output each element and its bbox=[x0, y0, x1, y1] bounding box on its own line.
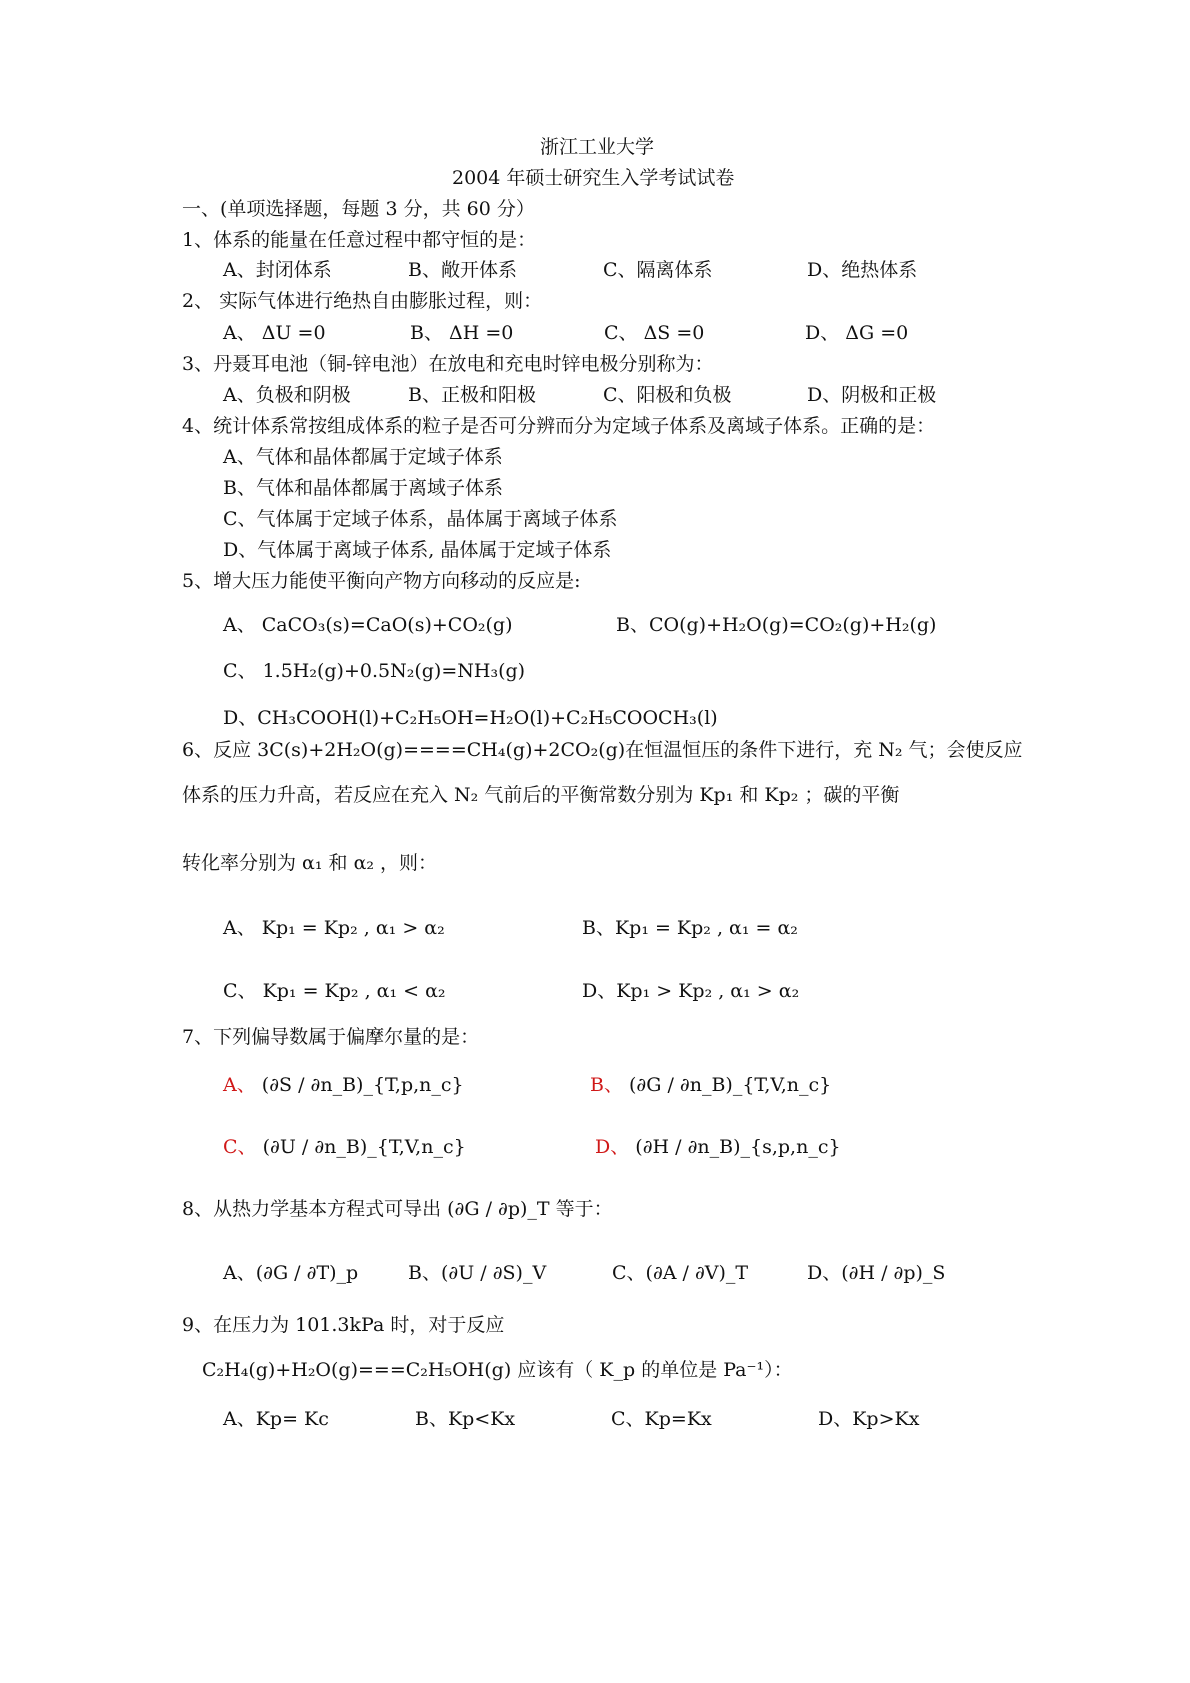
q1-option-c: C、隔离体系 bbox=[603, 259, 713, 281]
q9-option-b: B、Kp<Kx bbox=[415, 1408, 516, 1430]
q9-option-d: D、Kp>Kx bbox=[818, 1408, 920, 1430]
q7-option-a-expr: (∂S / ∂n_B)_{T,p,n_c} bbox=[261, 1074, 464, 1096]
q7-option-b bbox=[590, 1072, 831, 1098]
q7-option-b-expr: (∂G / ∂n_B)_{T,V,n_c} bbox=[629, 1074, 832, 1096]
q2-option-b: B、 ΔH =0 bbox=[410, 322, 514, 344]
q7-option-c-expr: (∂U / ∂n_B)_{T,V,n_c} bbox=[262, 1136, 466, 1158]
q8-option-d: D、(∂H / ∂p)_S bbox=[807, 1262, 946, 1284]
q4-option-d: D、气体属于离域子体系, 晶体属于定域子体系 bbox=[223, 539, 612, 561]
q6-option-d: D、Kp₁ > Kp₂ , α₁ > α₂ bbox=[582, 980, 800, 1002]
q6-stem-line1: 6、反应 3C(s)+2H₂O(g)====CH₄(g)+2CO₂(g)在恒温恒压的条件下进行，充 N₂ 气；会使反应 bbox=[182, 739, 1023, 761]
q7-option-a bbox=[223, 1072, 464, 1098]
q3-option-d: D、阴极和正极 bbox=[807, 384, 937, 406]
q5-option-d: D、CH₃COOH(l)+C₂H₅OH=H₂O(l)+C₂H₅COOCH₃(l) bbox=[223, 707, 718, 729]
school-title: 浙江工业大学 bbox=[540, 136, 655, 158]
q3-stem: 3、丹聂耳电池（铜-锌电池）在放电和充电时锌电极分别称为： bbox=[182, 353, 714, 375]
q5-option-b: B、CO(g)+H₂O(g)=CO₂(g)+H₂(g) bbox=[616, 614, 937, 636]
q1-option-a: A、封闭体系 bbox=[223, 259, 332, 281]
q3-option-c: C、阳极和负极 bbox=[603, 384, 732, 406]
q8-option-c: C、(∂A / ∂V)_T bbox=[612, 1262, 749, 1284]
q9-option-c: C、Kp=Kx bbox=[611, 1408, 712, 1430]
q7-option-d bbox=[595, 1134, 841, 1160]
q5-option-c: C、 1.5H₂(g)+0.5N₂(g)=NH₃(g) bbox=[223, 660, 526, 682]
q4-option-c: C、气体属于定域子体系，晶体属于离域子体系 bbox=[223, 508, 618, 530]
q9-stem-line2: C₂H₄(g)+H₂O(g)===C₂H₅OH(g) 应该有（ K_p 的单位是 Pa⁻¹）： bbox=[202, 1359, 793, 1381]
q7-option-a-label: A、 bbox=[223, 1074, 256, 1096]
q6-option-b: B、Kp₁ = Kp₂ , α₁ = α₂ bbox=[582, 917, 798, 939]
q4-option-a: A、气体和晶体都属于定域子体系 bbox=[223, 446, 503, 468]
q8-option-a: A、(∂G / ∂T)_p bbox=[223, 1262, 359, 1284]
q6-option-c: C、 Kp₁ = Kp₂ , α₁ < α₂ bbox=[223, 980, 446, 1002]
q2-option-d: D、 ΔG =0 bbox=[805, 322, 909, 344]
q7-stem: 7、下列偏导数属于偏摩尔量的是： bbox=[182, 1026, 480, 1048]
q5-option-a: A、 CaCO₃(s)=CaO(s)+CO₂(g) bbox=[223, 614, 513, 636]
q1-option-d: D、绝热体系 bbox=[807, 259, 918, 281]
q6-stem-line2: 体系的压力升高，若反应在充入 N₂ 气前后的平衡常数分别为 Kp₁ 和 Kp₂ ；碳的平衡 bbox=[182, 784, 900, 806]
section-heading: 一、(单项选择题，每题 3 分，共 60 分） bbox=[182, 198, 535, 220]
q1-option-b: B、敞开体系 bbox=[408, 259, 517, 281]
q8-option-b: B、(∂U / ∂S)_V bbox=[408, 1262, 547, 1284]
q4-stem: 4、统计体系常按组成体系的粒子是否可分辨而分为定域子体系及离域子体系。正确的是： bbox=[182, 415, 936, 437]
exam-title: 2004 年硕士研究生入学考试试卷 bbox=[452, 167, 735, 189]
q2-option-c: C、 ΔS =0 bbox=[604, 322, 705, 344]
q3-option-a: A、负极和阴极 bbox=[223, 384, 351, 406]
q4-option-b: B、气体和晶体都属于离域子体系 bbox=[223, 477, 503, 499]
q9-option-a: A、Kp= Kc bbox=[223, 1408, 329, 1430]
q6-option-a: A、 Kp₁ = Kp₂ , α₁ > α₂ bbox=[223, 917, 445, 939]
q7-option-d-expr: (∂H / ∂n_B)_{s,p,n_c} bbox=[635, 1136, 841, 1158]
q8-stem: 8、从热力学基本方程式可导出 (∂G / ∂p)_T 等于： bbox=[182, 1198, 613, 1220]
q3-option-b: B、正极和阳极 bbox=[408, 384, 536, 406]
q7-option-c-label: C、 bbox=[223, 1136, 257, 1158]
q2-option-a: A、 ΔU =0 bbox=[223, 322, 326, 344]
q7-option-b-label: B、 bbox=[590, 1074, 623, 1096]
q7-option-d-label: D、 bbox=[595, 1136, 630, 1158]
q2-stem: 2、 实际气体进行绝热自由膨胀过程，则： bbox=[182, 290, 543, 312]
q7-option-c bbox=[223, 1134, 466, 1160]
q1-stem: 1、体系的能量在任意过程中都守恒的是： bbox=[182, 229, 537, 251]
q5-stem: 5、增大压力能使平衡向产物方向移动的反应是: bbox=[182, 570, 581, 592]
q6-stem-line3: 转化率分别为 α₁ 和 α₂ ，则： bbox=[182, 852, 438, 874]
q9-stem: 9、在压力为 101.3kPa 时，对于反应 bbox=[182, 1314, 505, 1336]
